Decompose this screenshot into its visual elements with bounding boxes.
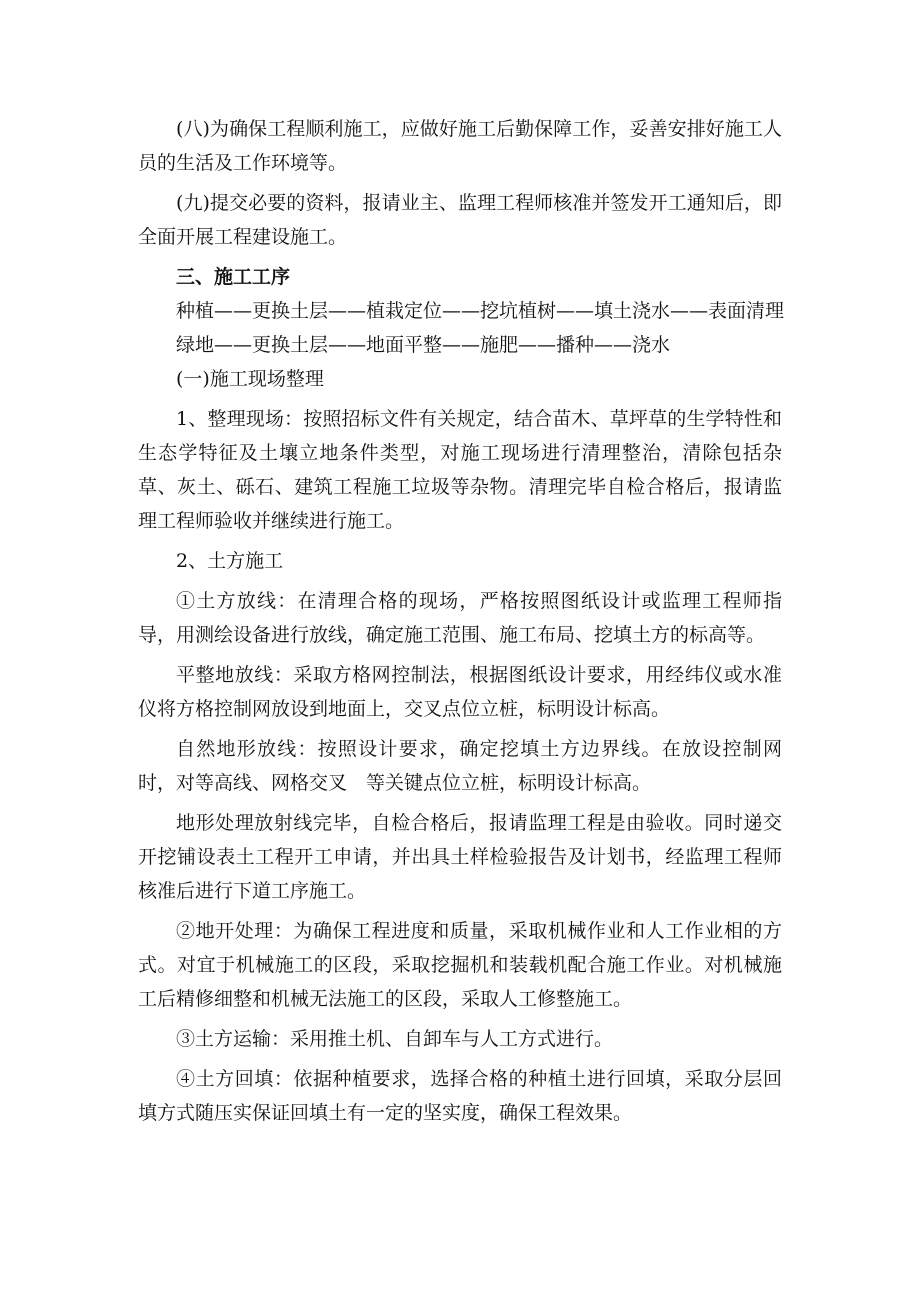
paragraph-natural-terrain-layout: 自然地形放线：按照设计要求，确定挖填土方边界线。在放设控制网时，对等高线、网格交叉 等关键点位立桩，标明设计标高。 — [138, 738, 782, 794]
subsection-heading-site-preparation: (一)施工现场整理 — [176, 368, 324, 390]
planting-process-flow: 种植——更换土层——植栽定位——挖坑植树——填土浇水——表面清理 — [176, 300, 785, 322]
greenland-process-flow: 绿地——更换土层——地面平整——施肥——播种——浇水 — [176, 334, 671, 356]
paragraph-terrain-inspection: 地形处理放射线完毕，自检合格后，报请监理工程是由验收。同时递交开挖铺设表土工程开工申请，并出具土样检验报告及计划书，经监理工程师核准后进行下道工序施工。 — [138, 812, 782, 902]
subsection-heading-earthwork: 2、土方施工 — [176, 550, 284, 572]
paragraph-earthwork-layout: ①土方放线：在清理合格的现场，严格按照图纸设计或监理工程师指导，用测绘设备进行放线，确定施工范围、施工布局、挖填土方的标高等。 — [138, 590, 782, 646]
paragraph-8-logistics: (八)为确保工程顺利施工，应做好施工后勤保障工作，妥善安排好施工人员的生活及工作环境等。 — [138, 118, 782, 174]
paragraph-earth-transport: ③土方运输：采用推土机、自卸车与人工方式进行。 — [176, 1028, 614, 1050]
paragraph-excavation-treatment: ②地开处理：为确保工程进度和质量，采取机械作业和人工作业相的方式。对宜于机械施工的区段，采取挖掘机和装载机配合施工作业。对机械施工后精修细整和机械无法施工的区段，采取人工修整施工。 — [138, 920, 782, 1010]
paragraph-backfill: ④土方回填：依据种植要求，选择合格的种植土进行回填，采取分层回填方式随压实保证回填土有一定的坚实度，确保工程效果。 — [138, 1068, 782, 1124]
document-page — [138, 112, 785, 1130]
section-heading-process: 三、施工工序 — [176, 266, 291, 288]
paragraph-level-ground-layout: 平整地放线：采取方格网控制法，根据图纸设计要求，用经纬仪或水准仪将方格控制网放设到地面上，交叉点位立桩，标明设计标高。 — [138, 664, 782, 720]
paragraph-9-start-notice: (九)提交必要的资料，报请业主、监理工程师核准并签发开工通知后，即全面开展工程建设施工。 — [138, 192, 782, 248]
paragraph-site-clearing: 1、整理现场：按照招标文件有关规定，结合苗木、草坪草的生学特性和生态学特征及土壤立地条件类型，对施工现场进行清理整治，清除包括杂草、灰土、砾石、建筑工程施工垃圾等杂物。清理完毕自检合格后，报请监理工程师验收并继续进行施工。 — [138, 408, 782, 532]
